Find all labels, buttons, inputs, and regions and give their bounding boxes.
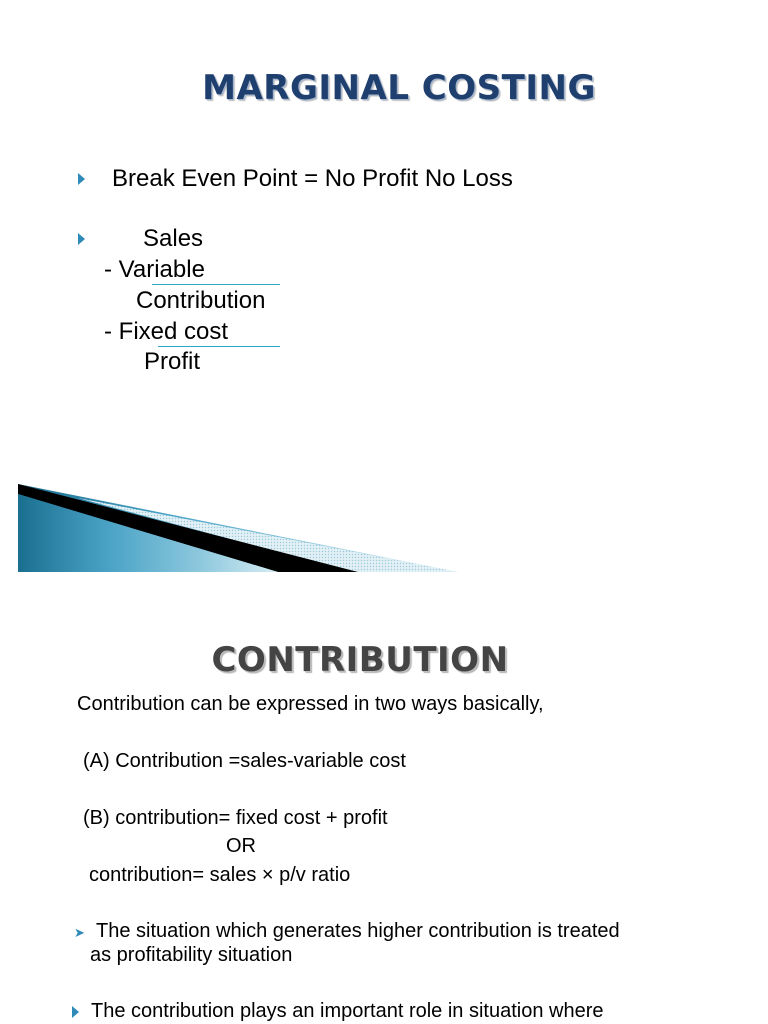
arrow-bullet-icon (78, 233, 85, 245)
underline-rule (152, 284, 280, 285)
calc-profit: Profit (144, 348, 201, 375)
contribution-intro: Contribution can be expressed in two ways basically, (77, 693, 544, 715)
point1-line1: The situation which generates higher contribution is treated (96, 920, 620, 942)
underline-rule (158, 346, 280, 347)
decorative-banner (18, 484, 458, 574)
bullet-break-even: Break Even Point = No Profit No Loss (112, 165, 513, 192)
formula-a: (A) Contribution =sales-variable cost (83, 750, 406, 772)
arrow-bullet-icon (72, 1006, 79, 1018)
point1-line2: as profitability situation (90, 944, 293, 966)
calc-minus-fixed: - Fixed cost (104, 318, 229, 345)
formula-or: OR (226, 835, 256, 857)
chevron-bullet-icon: ➤ (74, 925, 85, 940)
arrow-bullet-icon (78, 173, 85, 185)
calc-minus-variable: - Variable (104, 256, 205, 283)
point2: The contribution plays an important role in situation where (91, 1000, 604, 1022)
formula-c: contribution= sales × p/v ratio (89, 864, 351, 886)
slide-title-marginal-costing: MARGINAL COSTING (202, 68, 596, 108)
slide-title-contribution: CONTRIBUTION (211, 640, 509, 680)
calc-sales: Sales (143, 225, 204, 252)
formula-b: (B) contribution= fixed cost + profit (83, 807, 388, 829)
calc-contribution: Contribution (136, 287, 266, 314)
